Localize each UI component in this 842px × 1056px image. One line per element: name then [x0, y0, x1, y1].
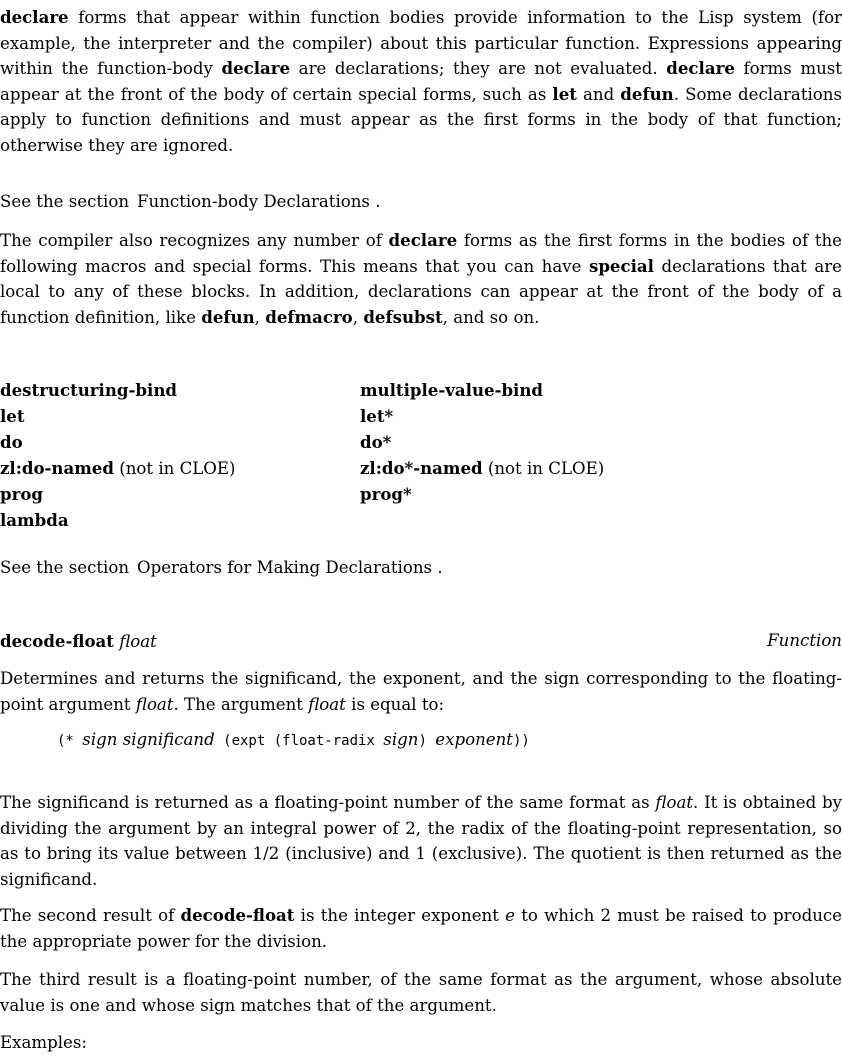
form-name: do [0, 432, 23, 452]
compiler-paragraph: The compiler also recognizes any number of declare forms as the first forms in the bodies of the following macros and special forms. This means that you can have special declarations that are local to any of these blocks. In addition, declarations can appear at the front of the body of a function definition, like defun, defmacro, defsubst, and so on. [0, 230, 842, 327]
intro-paragraph: declare forms that appear within function bodies provide information to the Lisp system (for example, the interpreter and the compiler) about this particular function. Expressions appearing within the function-body declare are declarations; they are not evaluated. declare forms must appear at the front of the body of certain special forms, such as let and defun. Some declarations apply to function definitions and must appear as the first forms in the body of that function; otherwise they are ignored. [0, 7, 842, 155]
keyword-special: special [588, 255, 654, 276]
form-name: prog* [360, 484, 412, 504]
form-name: lambda [0, 510, 69, 530]
keyword-declare: declare [666, 58, 735, 78]
function-name: decode-float [0, 631, 114, 651]
decode-float-description: Determines and returns the significand, the exponent, and the sign corresponding to the floating-point argument float. The argument float is equal to: [0, 669, 842, 714]
keyword-defun: defun [620, 83, 674, 104]
argument-float: float [655, 793, 694, 812]
keyword-defmacro: defmacro [265, 306, 353, 327]
function-entry-header [0, 628, 842, 654]
form-name: let [0, 406, 25, 426]
forms-row [0, 481, 842, 507]
function-name: decode-float [180, 905, 295, 925]
keyword-defsubst: defsubst [363, 306, 443, 327]
form-name: let* [360, 406, 394, 426]
forms-row [0, 507, 842, 533]
see-section-reference: See the section Function-body Declarations . [0, 192, 381, 211]
see-section-reference: See the section Operators for Making Declarations . [0, 558, 443, 577]
significand-paragraph: The significand is returned as a floating-point number of the same format as float. It is obtained by dividing the argument by an integral power of 2, the radix of the floating-point representation, so as to bring its value between 1/2 (inclusive) and 1 (exclusive). The quotient is then returned as the significand. [0, 793, 842, 889]
keyword-let: let [552, 83, 577, 104]
examples-label: Examples: [0, 1033, 87, 1052]
form-name: zl:do*-named [360, 458, 483, 478]
function-argument: float [119, 632, 157, 651]
forms-row [0, 429, 842, 455]
section-link-operators-for-making-declarations[interactable]: Operators for Making Declarations [137, 558, 433, 577]
argument-float: float [308, 694, 346, 714]
section-link-function-body-declarations[interactable]: Function-body Declarations [137, 192, 370, 211]
entry-type-label: Function [767, 631, 842, 650]
keyword-declare: declare [388, 230, 458, 250]
special-forms-list [0, 377, 842, 533]
form-name: do* [360, 432, 392, 452]
form-name: zl:do-named [0, 458, 114, 478]
form-name: destructuring-bind [0, 380, 177, 400]
forms-row: zl:do-named (not in CLOE) zl:do*-named (not in CLOE) [0, 458, 605, 478]
forms-row [0, 377, 842, 403]
code-example-formula: (* sign significand (expt (float-radix sign) exponent)) [57, 730, 530, 749]
keyword-declare: declare [0, 7, 69, 27]
keyword-defun: defun [201, 306, 255, 327]
argument-float: float [135, 694, 174, 714]
variable-e: e [505, 906, 515, 925]
form-name: prog [0, 484, 44, 504]
keyword-declare: declare [221, 58, 291, 78]
sign-paragraph: The third result is a floating-point number, of the same format as the argument, whose absolute value is one and whose sign matches that of the argument. [0, 970, 842, 1015]
forms-row [0, 403, 842, 429]
exponent-paragraph: The second result of decode-float is the integer exponent e to which 2 must be raised to produce the appropriate power for the division. [0, 905, 842, 951]
form-name: multiple-value-bind [360, 380, 544, 400]
